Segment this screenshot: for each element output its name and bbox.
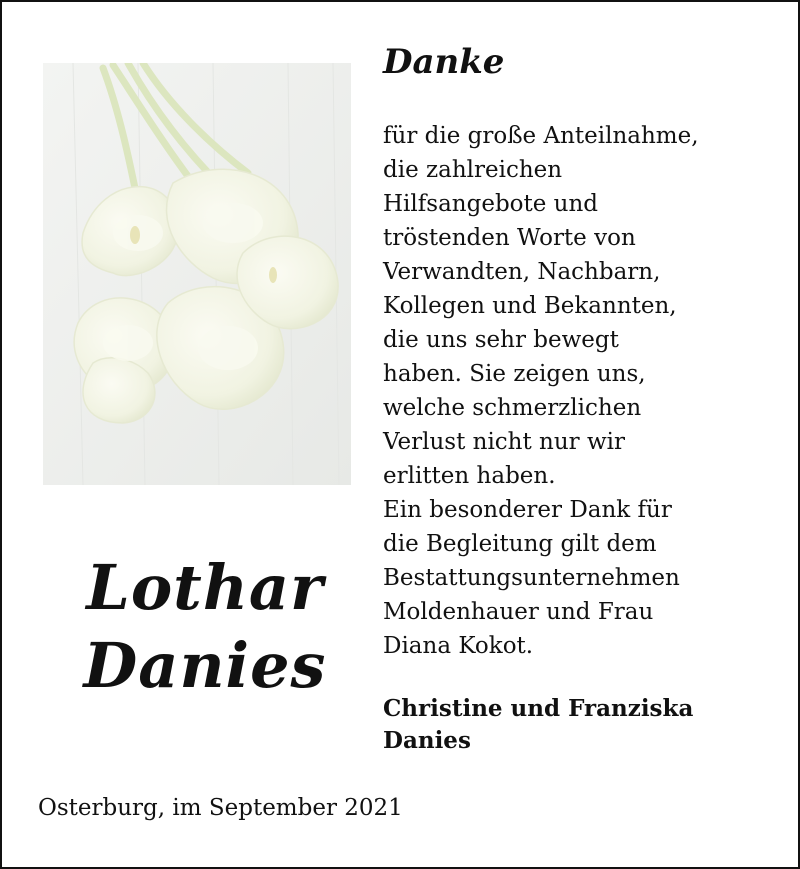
deceased-last-name: Danies xyxy=(83,629,327,702)
message-line: Verwandten, Nachbarn, xyxy=(383,259,661,285)
message-line: haben. Sie zeigen uns, xyxy=(383,361,646,387)
message-line: Hilfsangebote und xyxy=(383,191,599,217)
message-line: Ein besonderer Dank für xyxy=(383,497,672,523)
thanks-heading: Danke xyxy=(383,42,505,82)
message-line: die zahlreichen xyxy=(383,157,563,183)
signature-line: Christine und Franziska xyxy=(383,695,694,722)
message-line: Bestattungsunternehmen xyxy=(383,565,680,591)
message-line: die Begleitung gilt dem xyxy=(383,531,657,557)
message-line: Moldenhauer und Frau xyxy=(383,599,654,625)
message-line: für die große Anteilnahme, xyxy=(383,123,699,149)
signature-line: Danies xyxy=(383,727,471,754)
deceased-first-name: Lothar xyxy=(86,551,324,624)
signature xyxy=(383,693,693,757)
place-date: Osterburg, im September 2021 xyxy=(38,795,403,821)
message-line: welche schmerzlichen xyxy=(383,395,642,421)
message-line: Diana Kokot. xyxy=(383,633,534,659)
calla-lily-illustration xyxy=(43,63,351,485)
thanks-message xyxy=(383,119,788,663)
message-line: Kollegen und Bekannten, xyxy=(383,293,677,319)
message-line: erlitten haben. xyxy=(383,463,556,489)
message-line: die uns sehr bewegt xyxy=(383,327,619,353)
message-line: Verlust nicht nur wir xyxy=(383,429,626,455)
calla-lily-photo xyxy=(43,63,351,485)
deceased-name xyxy=(60,549,350,705)
message-line: tröstenden Worte von xyxy=(383,225,636,251)
